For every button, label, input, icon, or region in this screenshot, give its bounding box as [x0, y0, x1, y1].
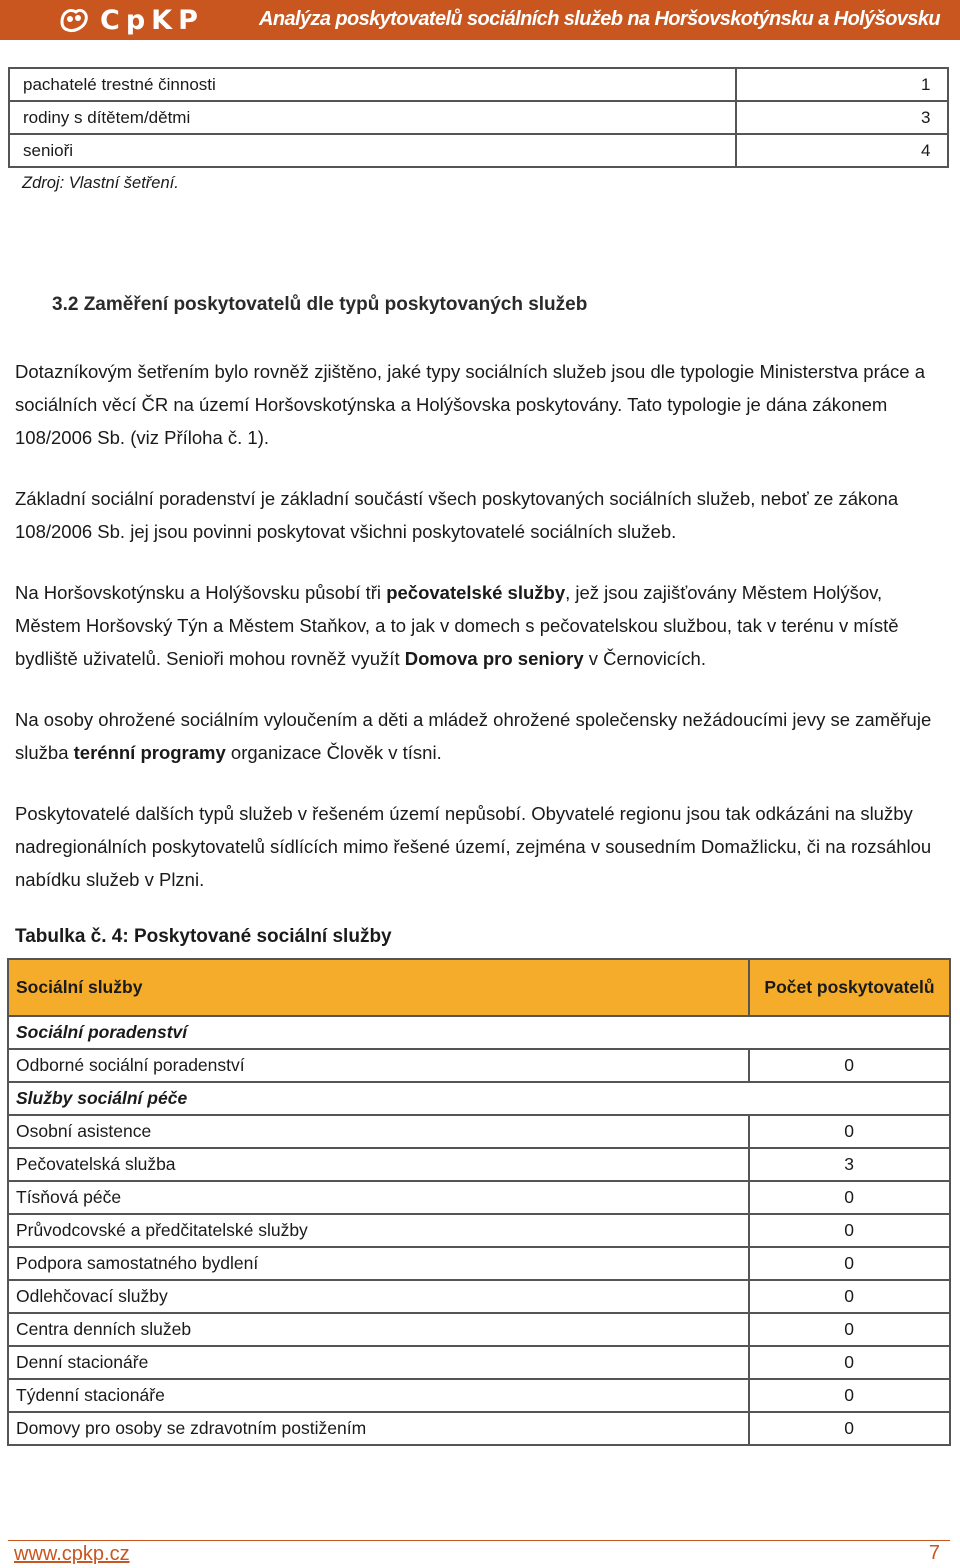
table-row [8, 1181, 950, 1214]
table-row [8, 1412, 950, 1445]
section-heading: 3.2 Zaměření poskytovatelů dle typů poskytovaných služeb [52, 294, 588, 315]
category-label: Služby sociální péče [8, 1082, 950, 1115]
paragraph-care-services: Na Horšovskotýnsku a Holýšovsku působí tři pečovatelské služby, jež jsou zajišťovány Městem Holýšov, Městem Horšovský Týn a Městem Staňkov, a to jak v domech s pečovatelskou službou, tak v terénu v místě bydliště uživatelů. Senioři mohou rovněž využít Domova pro seniory v Černovicích. [15, 582, 899, 669]
service-label: Denní stacionáře [8, 1346, 749, 1379]
paragraph-other-providers: Poskytovatelé dalších typů služeb v řešeném území nepůsobí. Obyvatelé regionu jsou tak odkázáni na služby nadregionálních poskytovatelů sídlících mimo řešené území, zejména v sousedním Domažlicku, či na rozsáhlou nabídku služeb v Plzni. [15, 803, 932, 890]
column-header-count: Počet poskytovatelů [749, 959, 950, 1016]
service-label: Osobní asistence [8, 1115, 749, 1148]
table-row [8, 1148, 950, 1181]
service-count: 3 [749, 1148, 950, 1181]
service-count: 0 [749, 1049, 950, 1082]
table-header-row [8, 959, 950, 1016]
row-label: senioři [9, 134, 736, 167]
page-number: 7 [928, 1542, 940, 1564]
service-label: Pečovatelská služba [8, 1148, 749, 1181]
service-count: 0 [749, 1280, 950, 1313]
service-label: Odborné sociální poradenství [8, 1049, 749, 1082]
table-category-row [8, 1082, 950, 1115]
hands-logo-icon [56, 4, 92, 36]
cpkp-logo [56, 3, 204, 37]
service-count: 0 [749, 1346, 950, 1379]
service-label: Odlehčovací služby [8, 1280, 749, 1313]
service-count: 0 [749, 1214, 950, 1247]
service-count: 0 [749, 1412, 950, 1445]
row-label: pachatelé trestné činnosti [9, 68, 736, 101]
service-count: 0 [749, 1247, 950, 1280]
service-count: 0 [749, 1115, 950, 1148]
table-row [9, 134, 948, 167]
service-label: Centra denních služeb [8, 1313, 749, 1346]
row-label: rodiny s dítětem/dětmi [9, 101, 736, 134]
table-row [8, 1115, 950, 1148]
table-row [8, 1049, 950, 1082]
logo-text: CpKP [100, 4, 204, 36]
service-count: 0 [749, 1379, 950, 1412]
footer-divider [8, 1540, 950, 1541]
table-row [9, 68, 948, 101]
source-note: Zdroj: Vlastní šetření. [22, 174, 179, 192]
paragraph-typology: Dotazníkovým šetřením bylo rovněž zjištěno, jaké typy sociálních služeb jsou dle typologie Ministerstva práce a sociálních věcí ČR na území Horšovskotýnska a Holýšovska poskytovány. Tato typologie je dána zákonem 108/2006 Sb. (viz Příloha č. 1). [15, 361, 926, 448]
table-row [8, 1346, 950, 1379]
website-link[interactable]: www.cpkp.cz [14, 1543, 130, 1565]
column-header-services: Sociální služby [8, 959, 749, 1016]
table-row [8, 1280, 950, 1313]
page-header [0, 0, 960, 40]
paragraph-field-programs: Na osoby ohrožené sociálním vyloučením a děti a mládež ohrožené společensky nežádoucími jevy se zaměřuje služba terénní programy organizace Člověk v tísni. [15, 709, 932, 763]
page-footer [0, 1540, 960, 1568]
table-row [8, 1214, 950, 1247]
paragraph-basic-counseling: Základní sociální poradenství je základní součástí všech poskytovaných sociálních služeb, neboť ze zákona 108/2006 Sb. jej jsou povinni poskytovat všichni poskytovatelé sociálních služeb. [15, 488, 899, 542]
category-label: Sociální poradenství [8, 1016, 950, 1049]
table-caption: Tabulka č. 4: Poskytované sociální služby [15, 926, 392, 947]
service-label: Tísňová péče [8, 1181, 749, 1214]
table-row [8, 1379, 950, 1412]
row-value: 1 [736, 68, 948, 101]
service-count: 0 [749, 1313, 950, 1346]
document-title: Analýza poskytovatelů sociálních služeb na Horšovskotýnsku a Holýšovsku [259, 8, 940, 30]
row-value: 3 [736, 101, 948, 134]
service-label: Týdenní stacionáře [8, 1379, 749, 1412]
table-row [8, 1313, 950, 1346]
service-count: 0 [749, 1181, 950, 1214]
row-value: 4 [736, 134, 948, 167]
table-row [8, 1247, 950, 1280]
service-label: Průvodcovské a předčitatelské služby [8, 1214, 749, 1247]
services-table [7, 958, 951, 1446]
target-groups-table [8, 67, 949, 168]
service-label: Domovy pro osoby se zdravotním postižením [8, 1412, 749, 1445]
table-category-row [8, 1016, 950, 1049]
table-row [9, 101, 948, 134]
service-label: Podpora samostatného bydlení [8, 1247, 749, 1280]
